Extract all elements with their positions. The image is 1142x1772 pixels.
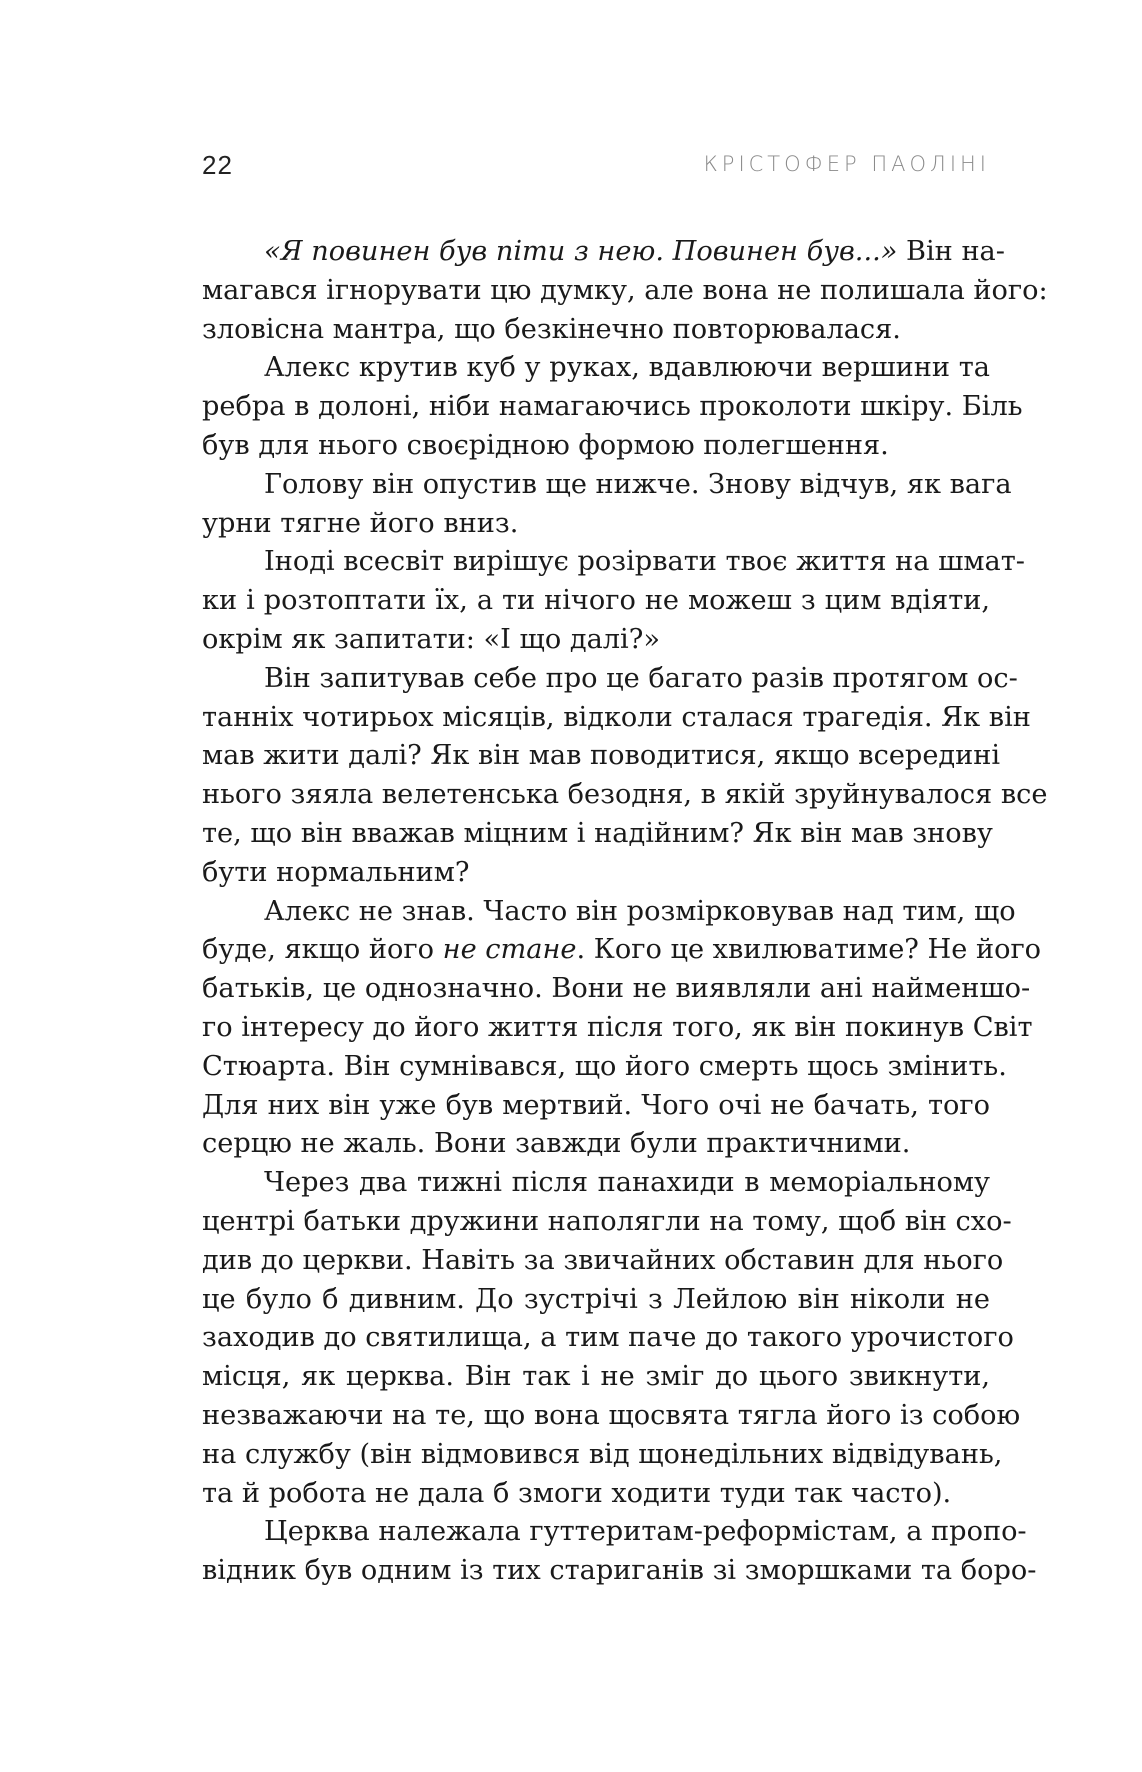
text-line: [202, 1203, 1012, 1242]
text-run: го інтересу до його життя після того, як він покинув Світ: [202, 1011, 1033, 1043]
text-line: [202, 1513, 1027, 1552]
text-line: [202, 1164, 990, 1203]
text-line: [202, 1397, 1021, 1436]
text-run: батьків, це однозначно. Вони не виявляли ані найменшо-: [202, 973, 1031, 1005]
page-header: [202, 150, 990, 190]
text-line: [202, 1436, 1003, 1475]
text-line: [202, 1281, 990, 1320]
paragraph: [202, 1164, 1021, 1513]
text-run: танніх чотирьох місяців, відколи сталася трагедія. Як він: [202, 701, 1031, 733]
text-run: Через два тижні після панахиди в меморіальному: [264, 1167, 990, 1199]
text-line: [202, 427, 990, 466]
text-line: [202, 1552, 1037, 1591]
text-line: [202, 388, 1023, 427]
paragraph: [202, 349, 1023, 465]
paragraph: [202, 660, 1048, 893]
text-line: [202, 1125, 990, 1164]
text-line: [202, 699, 1031, 738]
text-run: Голову він опустив ще нижче. Знову відчув, як вага: [264, 468, 1012, 500]
page-number: 22: [202, 150, 233, 180]
text-line: [202, 1358, 990, 1397]
text-line: [202, 893, 1016, 932]
text-line: [202, 931, 1042, 970]
text-run: це було б дивним. До зустрічі з Лейлою він ніколи не: [202, 1283, 990, 1315]
text-line: [202, 466, 1012, 505]
text-run: був для нього своєрідною формою полегшення.: [202, 429, 889, 461]
running-head-author: КРІСТОФЕР ПАОЛІНІ: [703, 152, 990, 176]
text-line: [202, 660, 1018, 699]
text-run: Алекс крутив куб у руках, вдавлюючи вершини та: [264, 352, 990, 384]
text-line: [202, 1087, 990, 1126]
text-run: окрім як запитати: «І що далі?»: [202, 623, 660, 655]
text-run: . Кого це хвилюватиме? Не його: [576, 934, 1042, 966]
text-line: [202, 1048, 1007, 1087]
text-line: [202, 582, 990, 621]
text-run: та й робота не дала б змоги ходити туди так часто).: [202, 1477, 952, 1509]
text-line: [202, 776, 1048, 815]
italic-text: не стане: [442, 934, 577, 966]
text-run: нього зяяла велетенська безодня, в якій зруйнувалося все: [202, 779, 1048, 811]
text-run: урни тягне його вниз.: [202, 507, 519, 539]
text-line: [202, 505, 990, 544]
text-run: відник був одним із тих стариганів зі зморшками та боро-: [202, 1555, 1037, 1587]
paragraph: [202, 893, 1042, 1165]
text-run: ребра в долоні, ніби намагаючись проколоти шкіру. Біль: [202, 391, 1023, 423]
text-run: місця, як церква. Він так і не зміг до цього звикнути,: [202, 1361, 990, 1393]
text-line: [202, 233, 1005, 272]
paragraph: [202, 466, 1012, 544]
text-run: Церква належала гуттеритам-реформістам, а пропо-: [264, 1516, 1027, 1548]
text-run: центрі батьки дружини наполягли на тому, щоб він схо-: [202, 1205, 1012, 1237]
text-run: те, що він вважав міцним і надійним? Як він мав знову: [202, 817, 993, 849]
text-run: див до церкви. Навіть за звичайних обставин для нього: [202, 1244, 1004, 1276]
text-run: мав жити далі? Як він мав поводитися, якщо всередині: [202, 740, 1001, 772]
text-line: [202, 1475, 990, 1514]
text-line: [202, 1009, 1033, 1048]
paragraph: [202, 233, 1048, 349]
text-line: [202, 349, 990, 388]
text-line: [202, 272, 1048, 311]
paragraph: [202, 1513, 1037, 1591]
paragraph: [202, 543, 1025, 659]
text-run: заходив до святилища, а тим паче до такого урочистого: [202, 1322, 1014, 1354]
italic-text: «Я повинен був піти з нею. Повинен був...»: [264, 236, 898, 267]
text-line: [202, 1319, 1014, 1358]
text-line: [202, 621, 990, 660]
text-line: [202, 815, 993, 854]
text-line: [202, 543, 1025, 582]
text-line: [202, 737, 1001, 776]
text-run: бути нормальним?: [202, 856, 470, 888]
text-run: незважаючи на те, що вона щосвята тягла його із собою: [202, 1399, 1021, 1431]
body-text: [202, 233, 1048, 1591]
text-run: буде, якщо його: [202, 934, 443, 966]
text-line: [202, 854, 990, 893]
text-run: магався ігнорувати цю думку, але вона не полишала його:: [202, 274, 1048, 306]
text-run: ки і розтоптати їх, а ти нічого не можеш з цим вдіяти,: [202, 585, 990, 617]
text-line: [202, 311, 990, 350]
text-run: на службу (він відмовився від щонедільних відвідувань,: [202, 1438, 1003, 1470]
text-line: [202, 970, 1031, 1009]
text-run: Стюарта. Він сумнівався, що його смерть щось змінить.: [202, 1050, 1007, 1082]
text-run: Він на-: [897, 236, 1005, 267]
text-run: Алекс не знав. Часто він розмірковував над тим, що: [264, 895, 1016, 927]
text-run: Для них він уже був мертвий. Чого очі не бачать, того: [202, 1089, 990, 1121]
text-line: [202, 1242, 1004, 1281]
text-run: Він запитував себе про це багато разів протягом ос-: [264, 662, 1018, 694]
text-run: серцю не жаль. Вони завжди були практичними.: [202, 1128, 911, 1160]
text-run: Іноді всесвіт вирішує розірвати твоє життя на шмат-: [264, 546, 1025, 578]
text-run: зловісна мантра, що безкінечно повторювалася.: [202, 313, 901, 345]
